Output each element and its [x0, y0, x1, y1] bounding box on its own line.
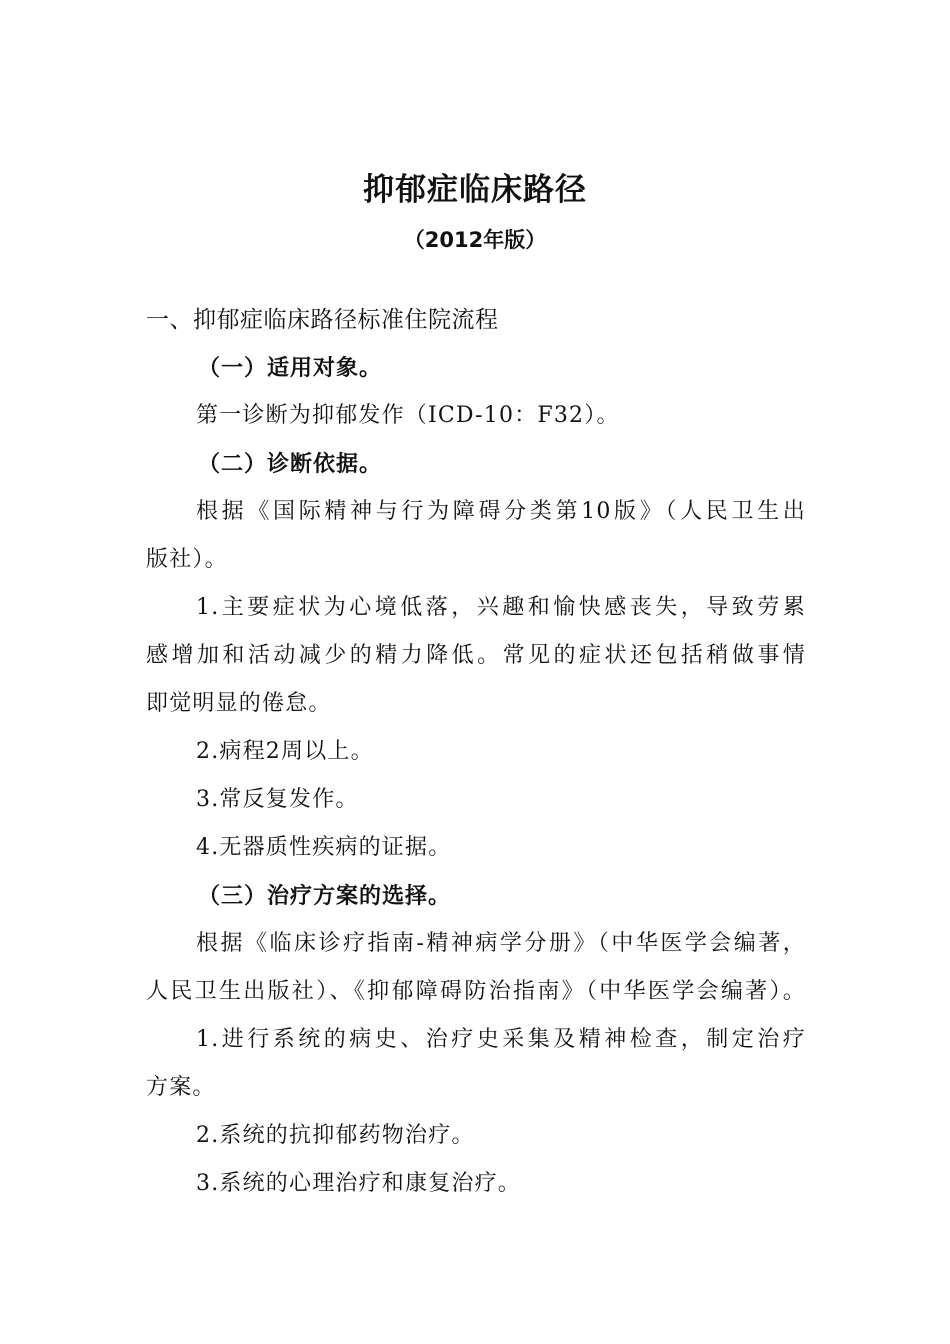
- paragraph-line: 方案。: [146, 1075, 216, 1100]
- subsection-heading: （二）诊断依据。: [198, 451, 383, 477]
- list-item: 2.病程2周以上。: [196, 739, 374, 764]
- subsection-heading: （一）适用对象。: [198, 355, 383, 381]
- document-subtitle: （2012年版）: [403, 228, 547, 252]
- list-item: 1.进行系统的病史、治疗史采集及精神检查，制定治疗: [196, 1027, 806, 1052]
- paragraph-line: 根据《临床诊疗指南-精神病学分册》（中华医学会编著，: [196, 931, 806, 956]
- paragraph-line: 感增加和活动减少的精力降低。常见的症状还包括稍做事情: [146, 643, 806, 668]
- paragraph-line: 根据《国际精神与行为障碍分类第10版》（人民卫生出: [196, 499, 806, 524]
- list-item: 2.系统的抗抑郁药物治疗。: [196, 1123, 475, 1148]
- list-item: 3.常反复发作。: [196, 787, 359, 812]
- document-body: [146, 296, 806, 1208]
- paragraph-line: 第一诊断为抑郁发作（ICD-10：F32）。: [196, 403, 620, 428]
- paragraph-line: 即觉明显的倦怠。: [146, 691, 332, 716]
- paragraph-line: 人民卫生出版社）、《抑郁障碍防治指南》（中华医学会编著）。: [146, 979, 806, 1004]
- section-heading: 一、抑郁症临床路径标准住院流程: [146, 307, 499, 333]
- subsection-heading: （三）治疗方案的选择。: [198, 883, 452, 909]
- paragraph-line: 版社）。: [146, 547, 228, 572]
- paragraph-line: 1.主要症状为心境低落，兴趣和愉快感丧失，导致劳累: [196, 595, 806, 620]
- document-title: 抑郁症临床路径: [363, 172, 587, 208]
- list-item: 4.无器质性疾病的证据。: [196, 835, 452, 860]
- list-item: 3.系统的心理治疗和康复治疗。: [196, 1171, 521, 1196]
